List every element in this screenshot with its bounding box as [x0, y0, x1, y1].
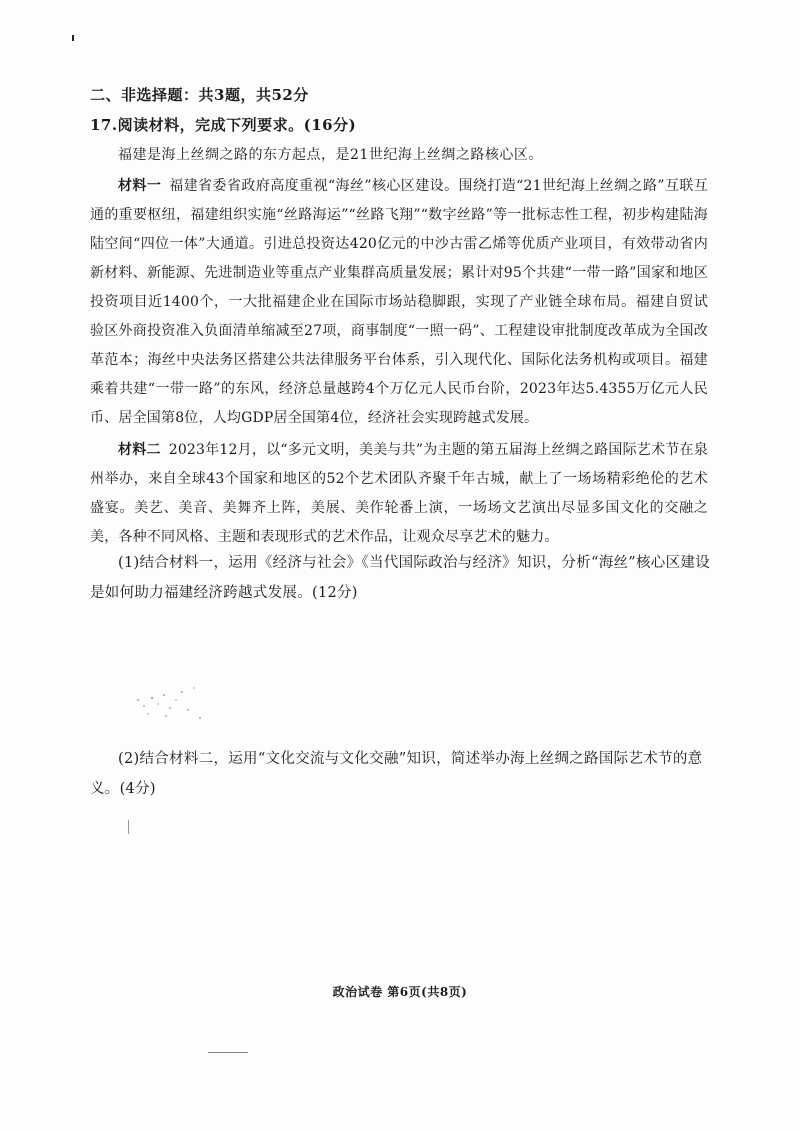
scan-mark [72, 35, 74, 41]
material-text: 福建省委省政府高度重视“海丝”核心区建设。围绕打造“21世纪海上丝绸之路”互联互通的重要枢纽，福建组织实施“丝路海运”“丝路飞翔”“数字丝路”等一批标志性工程，初步构建陆海陆空间“四位一体”大通道。引进总投资达420亿元的中沙古雷乙烯等优质产业项目，有效带动省内新材料、新能源、先进制造业等重点产业集群高质量发展；累计对95个共建“一带一路”国家和地区投资项目近1400个，一大批福建企业在国际市场站稳脚跟，实现了产业链全球布局。福建自贸试验区外商投资准入负面清单缩减至27项，商事制度“一照一码”、工程建设审批制度改革成为全国改革范本；海丝中央法务区搭建公共法律服务平台体系，引入现代化、国际化法务机构或项目。福建乘着共建“一带一路”的东风，经济总量越跨4个万亿元人民币台阶，2023年达5.4355万亿元人民币、居全国第8位，人均GDP居全国第4位，经济社会实现跨越式发展。 [90, 178, 708, 426]
material-two [90, 436, 708, 552]
question-title: 17.阅读材料，完成下列要求。(16分) [90, 116, 357, 134]
page-footer: 政治试卷 第6页(共8页) [332, 985, 468, 999]
material-one [90, 172, 708, 433]
material-label: 材料二 [118, 442, 161, 458]
material-text: 2023年12月，以“多元文明，美美与共”为主题的第五届海上丝绸之路国际艺术节在泉州举办，来自全球43个国家和地区的52个艺术团队齐聚千年古城，献上了一场场精彩绝伦的艺术盛宴。美艺、美音、美舞齐上阵，美展、美作轮番上演，一场场文艺演出尽显多国文化的交融之美，各种不同风格、主题和表现形式的艺术作品，让观众尽享艺术的魅力。 [90, 442, 708, 545]
sub-question-2: (2)结合材料二，运用“文化交流与文化交融”知识，简述举办海上丝绸之路国际艺术节的意义。(4分) [90, 751, 703, 797]
section-title: 二、非选择题：共3题，共52分 [90, 86, 309, 104]
scan-noise [130, 680, 220, 730]
scan-mark [128, 820, 129, 834]
material-label: 材料一 [118, 178, 162, 194]
sub-question-1: (1)结合材料一，运用《经济与社会》《当代国际政治与经济》知识，分析“海丝”核心区建设是如何助力福建经济跨越式发展。(12分) [90, 555, 711, 601]
question-intro: 福建是海上丝绸之路的东方起点，是21世纪海上丝绸之路核心区。 [118, 147, 543, 163]
scan-mark [208, 1052, 248, 1053]
